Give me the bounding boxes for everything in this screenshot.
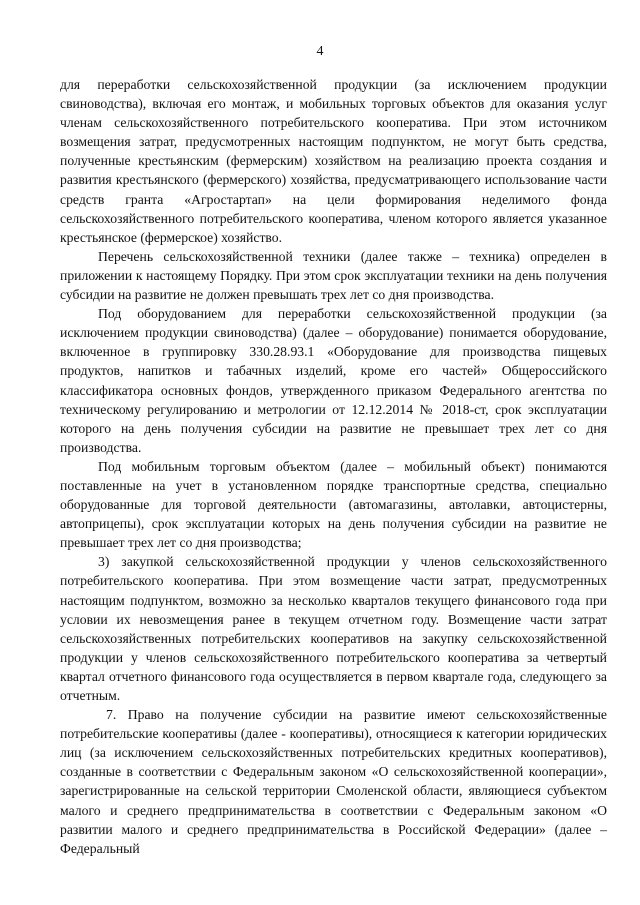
paragraph-equipment-definition: Под оборудованием для переработки сельскохозяйственной продукции (за исключением продукции свиноводства) (далее – оборудование) понимается оборудование, включенное в группировку 330.28.93.1 «Оборудование для производства пищевых продуктов, напитков и табачных изделий, кроме его частей» Общероссийского классификатора основных фондов, утвержденного приказом Федерального агентства по техническому регулированию и метрологии от 12.12.2014 № 2018-ст, срок эксплуатации которого на день получения субсидии на развитие не превышает трех лет со дня производства. <box>60 306 607 455</box>
page-number: 4 <box>316 44 324 59</box>
document-body <box>60 75 607 858</box>
paragraph-machinery-list: Перечень сельскохозяйственной техники (далее также – техника) определен в приложении к настоящему Порядку. При этом срок эксплуатации техники на день получения субсидии на развитие не должен превышать трех лет со дня производства. <box>60 248 607 303</box>
paragraph-item-7: 7. Право на получение субсидии на развитие имеют сельскохозяйственные потребительские кооперативы (далее - кооперативы), относящиеся к категории юридических лиц (за исключением сельскохозяйственных потребительских кредитных кооперативов), созданные в соответствии с Федеральным законом «О сельскохозяйственной кооперации», зарегистрированные на сельской территории Смоленской области, являющиеся субъектом малого и среднего предпринимательства в соответствии с Федеральным законом «О развитии малого и среднего предпринимательства в Российской Федерации» (далее – Федеральный <box>60 707 607 856</box>
paragraph-equipment-continuation: для переработки сельскохозяйственной продукции (за исключением продукции свиноводства), включая его монтаж, и мобильных торговых объектов для оказания услуг членам сельскохозяйственного потребительского кооператива. При этом источником возмещения затрат, предусмотренных настоящим подпунктом, не могут быть средства, полученные крестьянским (фермерским) хозяйством на реализацию проекта создания и развития крестьянского (фермерского) хозяйства, предусматривающего использование части средств гранта «Агростартап» на цели формирования неделимого фонда сельскохозяйственного потребительского кооператива, членом которого является указанное крестьянское (фермерское) хозяйство. <box>60 77 607 245</box>
paragraph-mobile-object-definition: Под мобильным торговым объектом (далее – мобильный объект) понимаются поставленные на учет в установленном порядке транспортные средства, специально оборудованные для торговой деятельности (автомагазины, автолавки, автоцистерны, автоприцепы), срок эксплуатации которых на день получения субсидии на развитие не превышает трех лет со дня производства; <box>60 458 607 551</box>
paragraph-subitem-3: 3) закупкой сельскохозяйственной продукции у членов сельскохозяйственного потребительского кооператива. При этом возмещение части затрат, предусмотренных настоящим подпунктом, возможно за несколько кварталов текущего финансового года при условии их невозмещения ранее в текущем отчетном году. Возмещение части затрат сельскохозяйственных потребительских кооперативов на закупку сельскохозяйственной продукции у членов сельскохозяйственного потребительского кооператива за четвертый квартал отчетного финансового года осуществляется в первом квартале года, следующего за отчетным. <box>60 554 607 703</box>
